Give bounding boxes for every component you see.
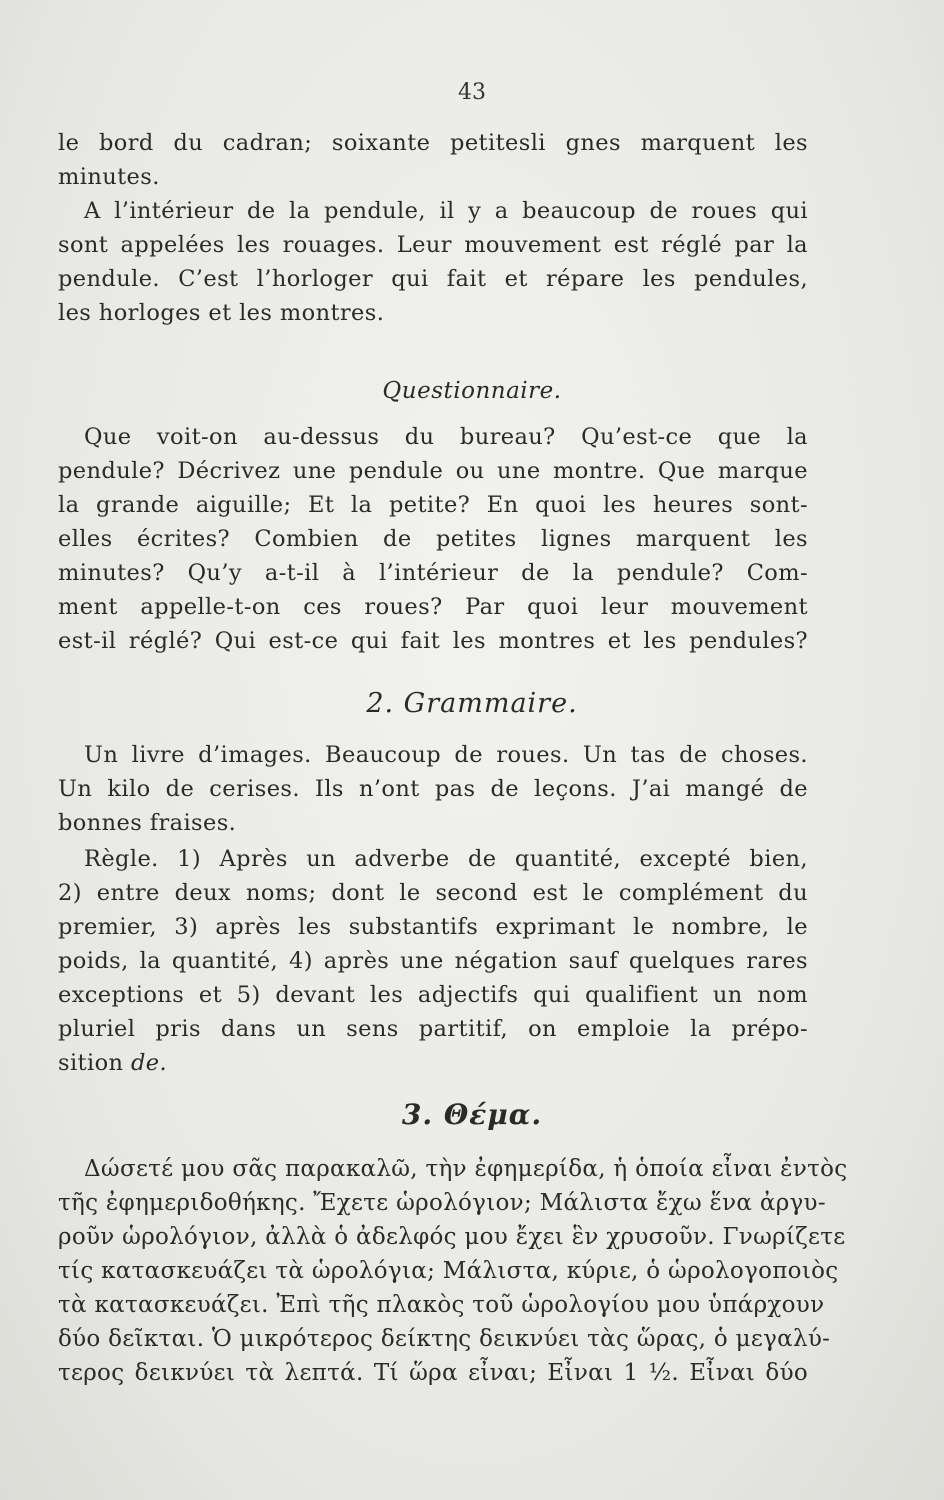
text-line: pluriel pris dans un sens partitif, on emploie la prépo- xyxy=(58,1016,808,1042)
text-line: Règle. 1) Après un adverbe de quantité, excepté bien, xyxy=(84,846,808,872)
intro-paragraph xyxy=(58,126,808,330)
text-line: Δώσετέ μου σᾶς παρακαλῶ, τὴν ἐφημερίδα, ἡ ὁποία εἶναι ἐντὸς xyxy=(84,1156,848,1182)
text-line: bonnes fraises. xyxy=(58,810,237,836)
text-line: ροῦν ὡρολόγιον, ἀλλὰ ὁ ἀδελφός μου ἔχει ἓν χρυσοῦν. Γνωρίζετε xyxy=(58,1224,846,1250)
text-line: A l’intérieur de la pendule, il y a beaucoup de roues qui xyxy=(84,198,808,224)
text-line: sont appelées les rouages. Leur mouvement est réglé par la xyxy=(58,232,808,258)
thema-heading: 3. Θέμα. xyxy=(401,1098,543,1131)
text-line: δύο δεῖκται. Ὁ μικρότερος δείκτης δεικνύει τὰς ὥρας, ὁ μεγαλύ- xyxy=(58,1326,831,1352)
text-line: τῆς ἐφημεριδοθήκης. Ἔχετε ὡρολόγιον; Μάλιστα ἔχω ἕνα ἀργυ- xyxy=(58,1190,826,1216)
thema-paragraph xyxy=(58,1152,848,1390)
text-line: pendule. C’est l’horloger qui fait et répare les pendules, xyxy=(58,266,808,292)
text-line: minutes. xyxy=(58,164,160,190)
text-line: 2) entre deux noms; dont le second est le complément du xyxy=(58,880,808,906)
page-number: 43 xyxy=(458,80,486,105)
questionnaire-heading: Questionnaire. xyxy=(382,378,562,404)
text-line xyxy=(58,1046,808,1080)
text-line: poids, la quantité, 4) après une négation sauf quelques rares xyxy=(58,948,808,974)
text-line: τὰ κατασκευάζει. Ἐπὶ τῆς πλακὸς τοῦ ὡρολογίου μου ὑπάρχουν xyxy=(58,1292,825,1318)
text-line: Un livre d’images. Beaucoup de roues. Un tas de choses. xyxy=(84,742,808,768)
text-line: Que voit-on au-dessus du bureau? Qu’est-ce que la xyxy=(84,424,808,450)
rule-last-text: sition xyxy=(58,1050,124,1076)
text-line: Un kilo de cerises. Ils n’ont pas de leçons. J’ai mangé de xyxy=(58,776,808,802)
text-line: le bord du cadran; soixante petitesli gnes marquent les xyxy=(58,130,808,156)
text-line: elles écrites? Combien de petites lignes marquent les xyxy=(58,526,808,552)
grammar-rule xyxy=(58,842,808,1080)
text-line: τίς κατασκευάζει τὰ ὡρολόγια; Μάλιστα, κύριε, ὁ ὡρολογοποιὸς xyxy=(58,1258,839,1284)
text-line: les horloges et les montres. xyxy=(58,300,385,326)
text-line: premier, 3) après les substantifs exprimant le nombre, le xyxy=(58,914,808,940)
text-line: τερος δεικνύει τὰ λεπτά. Τί ὥρα εἶναι; Εἶναι 1 ½. Εἶναι δύο xyxy=(58,1360,808,1386)
grammar-heading: 2. Grammaire. xyxy=(366,688,578,719)
text-line: exceptions et 5) devant les adjectifs qui qualifient un nom xyxy=(58,982,808,1008)
text-line: minutes? Qu’y a-t-il à l’intérieur de la pendule? Com- xyxy=(58,560,808,586)
text-line: ment appelle-t-on ces roues? Par quoi leur mouvement xyxy=(58,594,808,620)
text-line: la grande aiguille; Et la petite? En quoi les heures sont- xyxy=(58,492,808,518)
questionnaire-paragraph xyxy=(58,420,808,658)
text-line: pendule? Décrivez une pendule ou une montre. Que marque xyxy=(58,458,808,484)
text-line: est-il réglé? Qui est-ce qui fait les montres et les pendules? xyxy=(58,628,808,654)
rule-emphasis-word: de. xyxy=(130,1050,168,1076)
grammar-examples xyxy=(58,738,808,840)
